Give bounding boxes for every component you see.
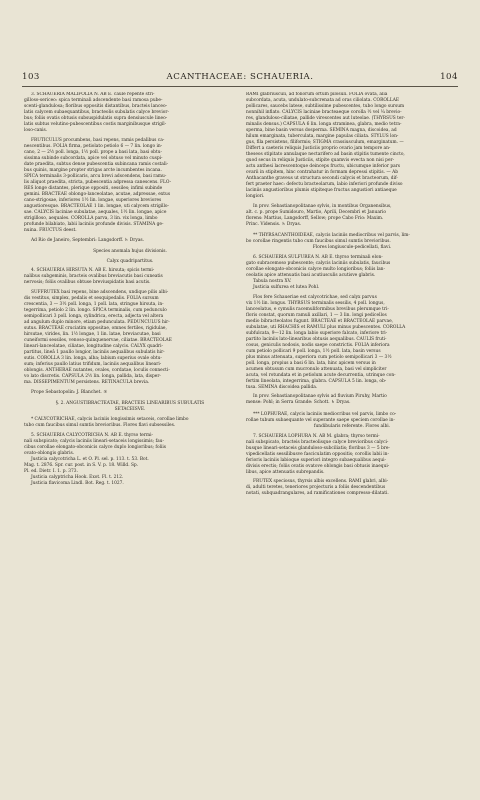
text-line: Princ. Vidensis. ♄ Dryas. [246,221,302,227]
text-line: cibus corollae elongato-obconicis calyce duplo longioribus; foliis [24,444,167,450]
text-line: subcordata, acuta, undulato-subcrenata ad oras ciliolata. COROLLAE [246,98,400,103]
text-line: Species anomala hujus divisionis. [93,248,167,254]
text-line: Justicia calyptricha Hook. Exot. Fl. t. 212. [31,474,124,480]
text-line: gus, fila persistens, filiformis; STIGMA crassiusculum, emarginatum. — [246,140,404,145]
text-line: nescentibus. FOLIA firma, petiolato petiolo 6 — 7 lin. longo in- [24,143,163,149]
text-line: plus minus attenuata, superiora cum petiolo semipollicari 3 — 3½ [246,354,392,360]
text-line: profunde bilabiato, labii laciniis profunde divisis. STAMINA ge- [24,221,164,227]
text-line: Justicia calycotricha L. et O. Pl. sel. p. 113. t. 53. Bot. [31,456,149,462]
text-line: Tabula nostra XV. [253,278,292,284]
text-line: laciniis angustioribus plumis stipiteque fructus angustiori antiaeque [246,188,397,193]
text-line: tusa. SEMINA discoidea pallida. [246,384,318,390]
text-line: * CALYCOTRICHAE, calycis laciniis longissimis setaceis, corollae limbo [31,417,189,423]
text-line: acuta, vel rotundata et in petiolum acute decurrentia, utrinque con- [246,372,396,378]
text-line: sperma, bine basin versus dosperma. SEMINA magna, discoidea, ad [246,128,397,133]
text-line: florens: Martius, Langsdorff, Sellow; prope Cabo Frio: Maxim. [246,215,384,221]
text-line: SETACEISVE. [114,407,146,413]
text-line: notati, subquadrangulares, ad ramificationes compresso-dilatati. [246,491,389,497]
running-title: ACANTHACEAE: SCHAUERIA. [166,72,314,82]
text-line: ceolatis apice attenuatis basi acutiusculis acutisve glabris. [246,272,376,278]
text-line: theseos stipitato annulaque nectarifero ad basin stipitis tumente cincto, [246,152,405,157]
text-line: tegerrima, petiolo 2 lin. longo. SPICA terminalis, cum pedunculo [24,308,167,314]
text-line: In prov. Sebastianopolitanae sylvis ad fluvium Piruhy, Martio [253,394,387,400]
text-line: cano-strigosae, inferiores 1½ lin. longae, superiores breviores [24,197,162,203]
text-line [246,406,458,411]
text-line: ovato-oblongis glabris. [24,450,75,456]
text-line: ** THYRSACANTHOIDEAE, calycis laciniis mediocribus vel parvis, lim- [253,233,410,239]
text-line: Calyx quadripartitus. [106,258,154,264]
text-line: cano, 2 — 2½ poll. longa, 1½ poll. prope a basi lata, basi obtu- [24,149,162,155]
text-line: busque lineari-setaceis glanduloso-subciliatis; floribus 3 — 5 bre- [246,445,390,451]
text-line: medio bibracteolatos fugunt. BRACTEAE et BRACTEOLAE parvae, [246,318,394,324]
text-line: nali subspicato, bracteis bracteolisque calyce brevioribus calyci- [246,439,389,445]
text-line: minalis densus.) CAPSULA 6 lin. longa straminea, glabra, medio tetra- [246,122,402,127]
text-line: partitus, lineâ 1 paullo longior, laciniis aequalibus subulatis hir- [24,350,165,356]
text-line: RAMI glabriusculi, ad foliorum ortum pilosuli. FOLIA ovata, alia [246,92,388,97]
text-line: vix 1½ lin. longus. THYRSUS terminalis sessilis, 4 poll. longus, [246,300,385,306]
text-line: fundibularis referente. Flores albi. [313,423,391,429]
text-line: strigilloso, aequales. COROLLA parva, 3 lin. vix longa, limbo [24,215,158,221]
text-line: oblongis. ANTHERAE nutantes, ovales, cordatae, loculis connecti- [24,368,170,374]
text-line: divisis erectis; foliis ovatis ovatove oblongis basi obtusis inaequi- [246,463,390,469]
text-line: nervosis; foliis ovalibus obtuse breviuspidatis basi acutis. [24,280,151,286]
text-line: cosus, geniculis nodosis, nodis saepe constrictis. FOLIA inferiora [246,342,390,348]
text-line: Pl. ed. Dietr. I. 1. p. 373. [24,468,78,474]
text-line: vo lato discretis. CAPSULA 2½ lin. longa, pallida, lata, disper- [24,374,161,380]
text-line: Justicia flavicoma Lindl. Bot. Reg. t. 1027. [31,480,124,486]
text-line: pollicares, saucebs latese, subtilissime pubescentes, tubo longo sursum [246,104,405,109]
text-line: libus, apice attenuatis subrepandis. [246,469,325,475]
text-line: cum petiolo pollicari 9 poll. longa, 1½ poll. lata, basin versus [246,348,381,354]
text-line: RES longe distantes, plerique oppositi, sessiles; infimi subinde [24,185,163,191]
text-line: scenti-glandulosa; floribus oppositis distantibus, bracteis lanceo- [24,104,168,109]
text-line: 3. SCHAUERIA MALIFOLIA N. AB E. caule repente stri- [31,92,155,97]
text-line: hirsutae, virides, lin. 1½ longae, 1 lin. latae, breviacutae, basi [24,332,161,338]
text-line: sum; inferius paullo latius trifidum, laciniis aequalibus lineari- [24,362,162,368]
text-line: vipedicellatis sessilibusve fasciculatim oppositis; corollis labii in- [246,451,389,457]
text-line: 5. SCHAUERIA CALYCOTRICHA N. AB E. thyrso termi- [31,432,153,438]
text-line: tubo cum faucibus simul sumtis brevioribus. Flores flavi subsessiles. [24,423,176,429]
text-line: In prov. Sebastianopolitanae sylvis, in montibus Organensibus, [253,203,392,209]
text-line: hilum emarginata, tuberculata, margine papulas ciliata. STYLUS lon- [246,134,399,139]
text-line: 7. SCHAUERIA LOPHURA N. AB M. glabra; thyrso termi- [253,433,380,439]
text-line: FRUTICULUS procumbens, basi repens, ramis pedalibus ca- [31,137,165,143]
text-line: poll. longa, propius a basi 6 lin. lata, hinc apicem versus in [246,360,376,366]
page-number-right: 104 [440,72,458,82]
text-line: acumen obtusum cum mucronulo attenuata, basi vel simpliciter [246,366,387,372]
text-line: date praedita, subtus dense pubescentia subincana ramis costali- [24,161,169,167]
text-line: cuneiformi sessiles, venoso-quinquenervae, ciliatae. BRACTEOLAE [24,338,172,344]
text-line [24,244,236,249]
text-line: ma. DISSEPIMENTUM persistens. RETINACULA brevia. [24,380,150,386]
page-number-left: 103 [22,72,40,82]
text-line: alt. c. p. prope Sumidouro, Martio, Aprili, Decembri et Januario [246,209,386,215]
text-line: gemini. BRACTEAE oblongo-lanceolatae, acutae, adpressae, extus [24,191,171,197]
text-line: lanceolatus, e cymulis racemuliformibus brevibus plerumque tri- [246,306,389,312]
text-line: subulatae, uti RHACHIS et RAMULI plus minus pubescentes. COROLLA [246,324,406,330]
text-line: Prope Sebastopolin: J. Blanchet. ♃ [31,390,108,396]
text-line: 4. SCHAUERIA HIRSUTA N. AB E. hirsuta; spicis termi- [31,268,155,274]
text-line: angustioresque. BRACTEOLAE 1 lin. longae, uti calycem strigillo- [24,203,169,209]
text-line: lis aliquot praedita, stricta, pubescentia adpressa canescens. FLO- [24,179,172,185]
text-line: sissima subinde subcordata, apice vel obtuso vel minuto cuspi- [24,155,163,161]
page-header [22,72,458,86]
text-line: Justicia sulfurea et lutea Pohl. [253,284,320,290]
text-line: lineari-lanceolatae, ciliatae, longitudine calycis. CALYX quadri- [24,344,163,350]
text-line: quod secus in reliquis Justiciis, stipite quamvis evecta non nisi per- [246,158,395,163]
text-line: crescentia, 3 — 3½ poll. longa, 1 poll. lata, stringue hirsuta, in- [24,302,164,308]
text-line: nalibus subgeminis, bracteis ovalibus breviacutis basi cuneatis [24,274,163,280]
text-line: semipollicari 3 poll. longa, cylindrica, erecta, adjecta vel altera [24,314,164,320]
text-line: Mag. t. 2876. Spr. cur. post. in S. V. p. 18. Willd. Sp. [24,462,139,468]
text-line: Differt a caeteris reliquis Justiciis proprio ovario jam tempore an- [246,146,391,151]
text-line [24,396,236,401]
text-line: sutus. BRACTEAE cruciatim oppositae, omnes fertiles, rigidulae, [24,326,167,332]
text-line: nuina. FRUCTUS deest. [24,227,77,233]
right-column [246,92,458,767]
text-line: latis subtus velutino-pubescentibus costis marginibusque strigil- [24,122,167,127]
text-line: fertim lineolata, integerrima, glabra. CAPSULA 5 lin. longa, ob- [246,378,387,384]
text-line: longiori. [246,194,265,199]
text-line: bus; foliis ovatis obtusis subsuspidulatis supra densiuscule lineo- [24,116,168,121]
text-line: res, glanduloso-ciliatae, pallide virescentes aut luteolae. (THYRSUS ter- [246,116,405,121]
text-line: Flores longiuscule-pedicellati, flavi. [312,245,392,251]
text-line: fert praeter haec: defectu bracteolarum, labio inferiori profunde diviso [246,182,403,187]
text-line: SUFFRUTEX basi repens, bine adscendens, undique pilis albi- [31,290,169,296]
text-line: latis calycem subaequantibus, bracteolis subulatis calyce brevior- [24,110,169,115]
text-line: partito laciniis lato-linearibus obtusis aequalibus. CAULIS fruti- [246,336,387,342]
text-line: 6. SCHAUERIA SULFUREA N. AB E. thyrso terminali elon- [253,254,383,260]
text-line: sae. CALYCIS laciniae subulatae, aequales, 1½ lin. longae, apice [24,209,167,215]
text-line: nali subspicato; calycis laciniis lineari-setaceis longissimis; fau- [24,438,164,444]
text-line: bo corollae ringentis tubo cum faucibus simul sumtis brevioribus. [246,239,391,245]
text-line: ovarii in stipitem, hinc contrahatur in formam depressi stipitis. — Ab [246,170,399,175]
text-line: di, adulti teretes, teneriores projecturis a foliis descendentibus [246,485,386,491]
text-line: SPICA terminalis 3-pollicaris, arcu brevi adscendens, basi ramu- [24,173,167,179]
text-line: rollae tubum subaequante vel superante saepe speciem corollae in- [246,417,395,423]
text-line: FRUTEX speciosus, thyrsis albis excellens. RAMI glabri, albi- [253,479,389,485]
text-line: mense: Pohl; in Serra Grande: Schott. ♄ Dryas. [246,400,351,406]
text-line: §. 2. ANGUSTIBRACTEATAE, BRACTEIS LINEARIBUS SUBULATIS [55,401,205,407]
text-line: Flos fere Schaueriae est calycotrichae, sed calyx parvus [253,294,377,300]
text-line: Anthacanthe graveus ut structura secondi calycis et bracteorum, dif- [246,176,398,181]
text-line: actu anthesi lacrescentoque deinceps fructu, ubicumque inferior pars [246,164,401,169]
header-rule [22,86,458,87]
text-line: *** LOPHURAE, calycis laciniis mediocribus vel parvis, limbo co- [253,411,397,417]
text-line: subfulcata, 9—12 lin. longa labio superiore falcato, inferiore tri- [246,330,388,336]
left-column [24,92,236,767]
text-line: floris constat, quorum ramuli axillari, 1 — 3 lin. longi pedicellos [246,312,387,318]
text-line: gato subracemoso pubescente; calycis laciniis subulatis, faucibus [246,260,391,266]
text-line: ad angulum duplo minore, etiam pedunculata. PEDUNCULUS hir- [24,320,170,326]
text-line: bus quinis, margine propter strigas arcte incumbentes incana. [24,167,162,173]
text-line: ferioris laciniis labioque superiori integro subaequalibus aequi- [246,457,386,463]
text-line [246,228,458,233]
text-line: gilloso-sericeo: spica terminali adscendente basi ramosa pube- [24,98,163,103]
text-line: loso-canis. [24,128,48,133]
text-line: dis vestitus, simplex, pedalis et sesquipedalis. FOLIA sursum [24,296,159,302]
text-line: Ad Rio de Janeiro, Septembri: Langsdorff. ♄ Dryas. [31,237,145,243]
text-line: sutis. COROLLA 3 lin. longa, alba; labium superius ovale obtu- [24,356,162,362]
text-line: corollae elongato-obconicis calyce multo longioribus; foliis lan- [246,266,385,272]
text-line: nonnihil inflato. CALYCIS laciniae bracteaeque corolla ½ vel ¼ brevio- [246,110,402,115]
